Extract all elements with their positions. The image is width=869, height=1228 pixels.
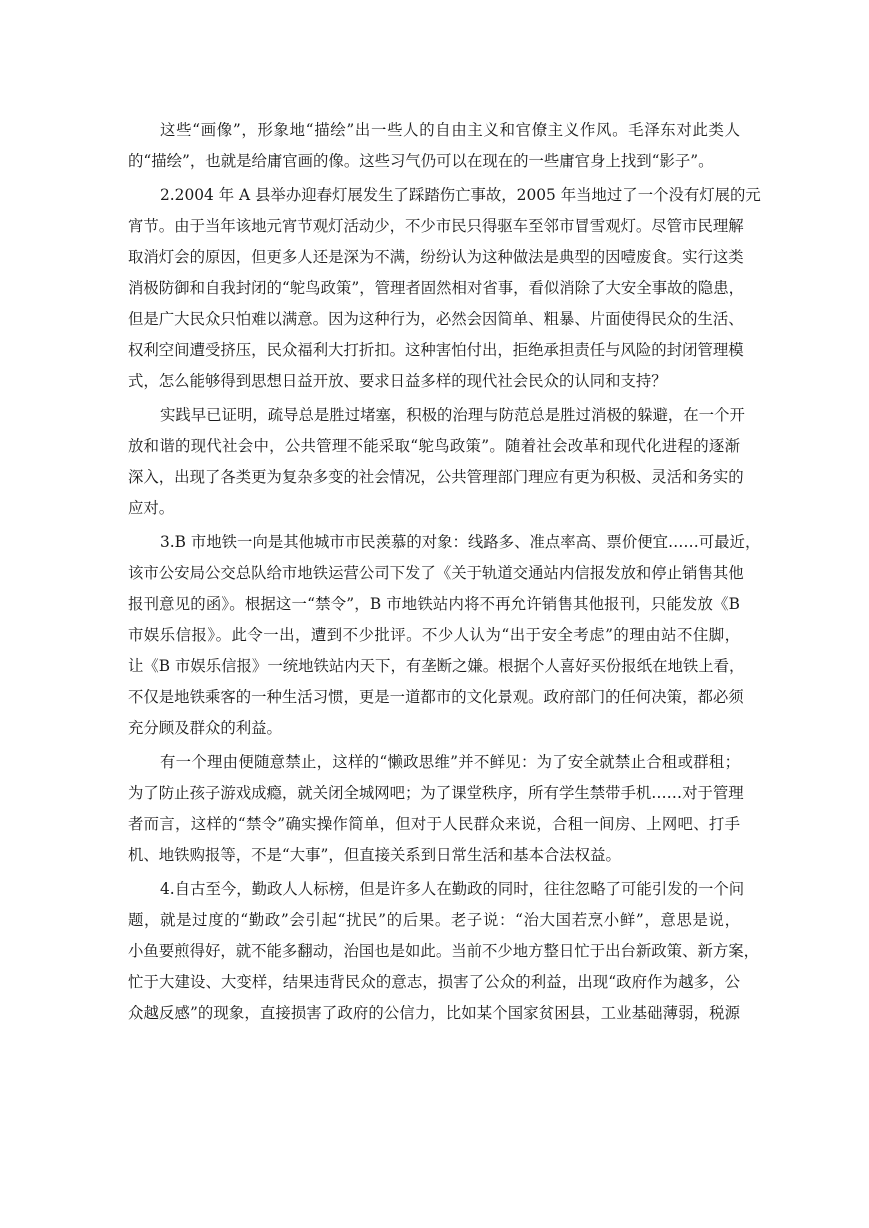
text-line: 式，怎么能够得到思想日益开放、要求日益多样的现代社会民众的认同和支持？ <box>128 372 667 390</box>
text-line: 题，就是过度的“勤政”会引起“扰民”的后果。老子说：“治大国若烹小鲜”，意思是说， <box>128 911 740 929</box>
paragraph <box>128 180 761 397</box>
text-line: 市娱乐信报》。此令一出，遭到不少批评。不少人认为“出于安全考虑”的理由站不住脚， <box>128 626 740 644</box>
text-line: 的“描绘”，也就是给庸官画的像。这些习气仍可以在现在的一些庸官身上找到“影子”。 <box>128 152 714 170</box>
text-line: 忙于大建设、大变样，结果违背民众的意志，损害了公众的利益，出现“政府作为越多，公 <box>128 973 740 991</box>
text-line: 众越反感”的现象，直接损害了政府的公信力，比如某个国家贫困县，工业基础薄弱，税源 <box>128 1004 740 1022</box>
text-line: 实践早已证明，疏导总是胜过堵塞，积极的治理与防范总是胜过消极的躲避，在一个开 <box>160 406 745 424</box>
paragraph <box>128 400 745 524</box>
text-line: 权利空间遭受挤压，民众福利大打折扣。这种害怕付出，拒绝承担责任与风险的封闭管理模 <box>128 341 744 359</box>
paragraph <box>128 527 761 744</box>
text-line: 深入，出现了各类更为复杂多变的社会情况，公共管理部门理应有更为积极、灵活和务实的 <box>128 468 744 486</box>
paragraph <box>128 874 760 1029</box>
text-line: 有一个理由便随意禁止，这样的“懒政思维”并不鲜见：为了安全就禁止合租或群租； <box>160 753 740 771</box>
text-line: 不仅是地铁乘客的一种生活习惯，更是一道都市的文化景观。政府部门的任何决策，都必须 <box>128 688 744 706</box>
text-line: 4.自古至今，勤政人人标榜，但是许多人在勤政的同时，往往忽略了可能引发的一个问 <box>160 880 745 898</box>
text-line: 应对。 <box>128 499 175 517</box>
text-line: 为了防止孩子游戏成瘾，就关闭全城网吧；为了课堂秩序，所有学生禁带手机……对于管理 <box>128 784 744 802</box>
text-line: 小鱼要煎得好，就不能多翻动，治国也是如此。当前不少地方整日忙于出台新政策、新方案， <box>128 942 760 960</box>
text-line: 让《B 市娱乐信报》一统地铁站内天下，有垄断之嫌。根据个人喜好买份报纸在地铁上看， <box>128 657 745 675</box>
paragraph <box>128 115 740 177</box>
text-line: 2.2004 年 A 县举办迎春灯展发生了踩踏伤亡事故，2005 年当地过了一个没有灯展的元 <box>160 186 761 204</box>
text-line: 该市公安局公交总队给市地铁运营公司下发了《关于轨道交通站内信报发放和停止销售其他 <box>128 564 744 582</box>
text-line: 报刊意见的函》。根据这一“禁令”，B 市地铁站内将不再允许销售其他报刊，只能发放《B <box>128 595 740 613</box>
text-line: 这些“画像”，形象地“描绘”出一些人的自由主义和官僚主义作风。毛泽东对此类人 <box>160 121 740 139</box>
text-line: 放和谐的现代社会中，公共管理不能采取“鸵鸟政策”。随着社会改革和现代化进程的逐渐 <box>128 437 740 455</box>
text-line: 者而言，这样的“禁令”确实操作简单，但对于人民群众来说，合租一间房、上网吧、打手 <box>128 815 740 833</box>
paragraph <box>128 747 744 871</box>
text-line: 取消灯会的原因，但更多人还是深为不满，纷纷认为这种做法是典型的因噎废食。实行这类 <box>128 248 744 266</box>
text-line: 宵节。由于当年该地元宵节观灯活动少，不少市民只得驱车至邻市冒雪观灯。尽管市民理解 <box>128 217 744 235</box>
text-line: 充分顾及群众的利益。 <box>128 719 282 737</box>
text-line: 3.B 市地铁一向是其他城市市民羡慕的对象：线路多、准点率高、票价便宜……可最近， <box>160 533 761 551</box>
text-line: 消极防御和自我封闭的“鸵鸟政策”，管理者固然相对省事，看似消除了大安全事故的隐患， <box>128 279 744 297</box>
document-page <box>128 115 761 1029</box>
text-line: 机、地铁购报等，不是“大事”，但直接关系到日常生活和基本合法权益。 <box>128 846 621 864</box>
text-line: 但是广大民众只怕难以满意。因为这种行为，必然会因简单、粗暴、片面使得民众的生活、 <box>128 310 744 328</box>
